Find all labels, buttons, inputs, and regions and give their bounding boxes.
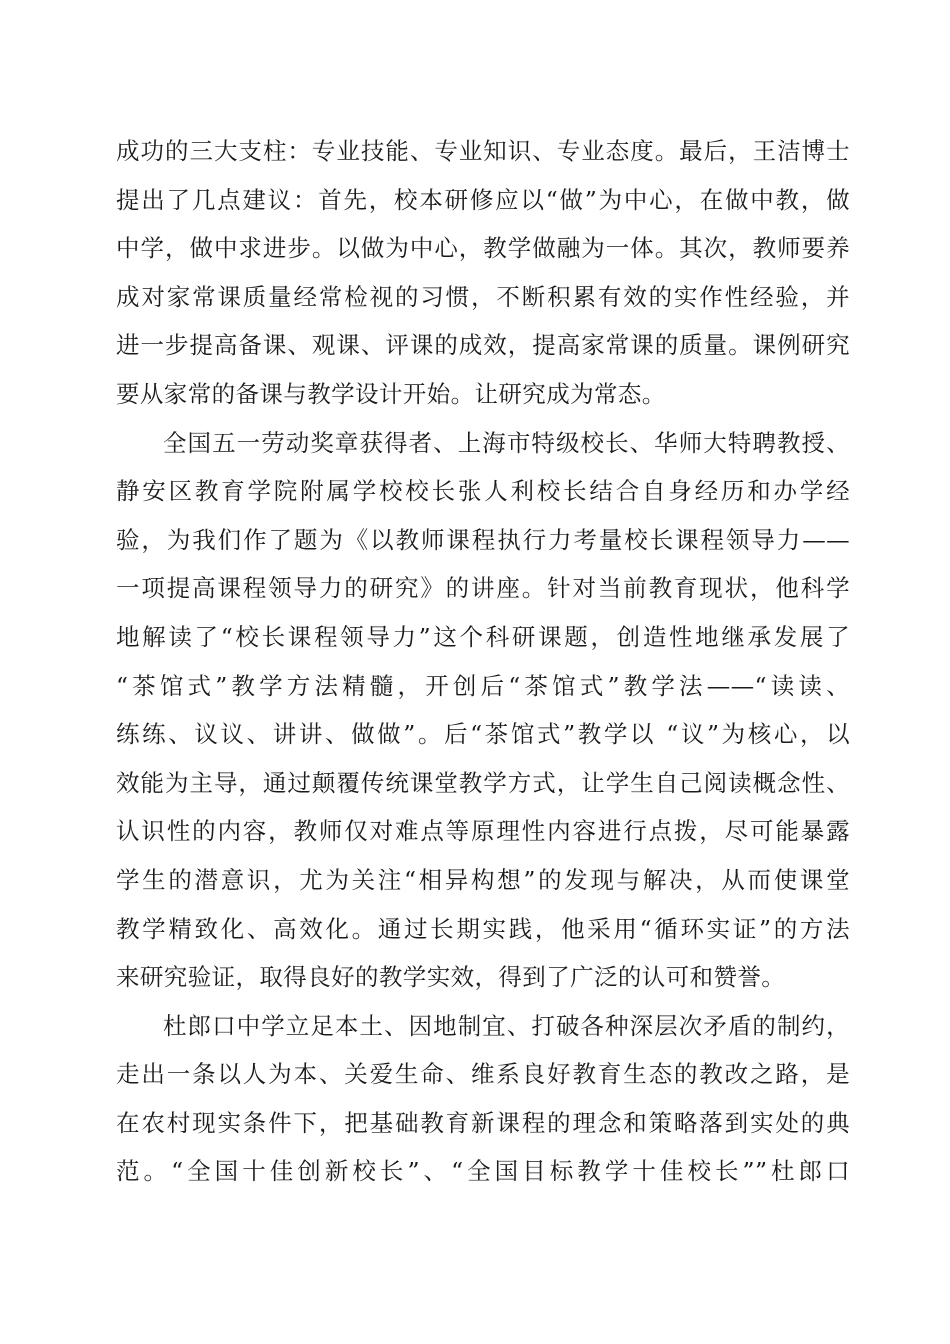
- paragraph-line: 学生的潜意识，尤为关注“相异构想”的发现与解决，从而使课堂: [116, 865, 850, 894]
- paragraph-line: 地解读了“校长课程领导力”这个科研课题，创造性地继承发展了: [116, 622, 850, 651]
- paragraph-3: [116, 1002, 850, 1196]
- paragraph-line: 验，为我们作了题为《以教师课程执行力考量校长课程领导力——: [116, 525, 850, 554]
- paragraph-line: 成功的三大支柱：专业技能、专业知识、专业态度。最后，王洁博士: [116, 137, 850, 165]
- paragraph-line: 效能为主导，通过颠覆传统课堂教学方式，让学生自己阅读概念性、: [116, 768, 850, 797]
- paragraph-line: “茶馆式”教学方法精髓，开创后“茶馆式”教学法——“读读、: [116, 671, 850, 700]
- document-body: [116, 127, 850, 1196]
- paragraph-line: 一项提高课程领导力的研究》的讲座。针对当前教育现状，他科学: [116, 574, 850, 603]
- paragraph-line: 中学，做中求进步。以做为中心，教学做融为一体。其次，教师要养: [116, 234, 850, 263]
- paragraph-line: 成对家常课质量经常检视的习惯，不断积累有效的实作性经验，并: [116, 282, 850, 311]
- paragraph-line: 走出一条以人为本、关爱生命、维系良好教育生态的教改之路，是: [116, 1060, 850, 1089]
- paragraph-line: 进一步提高备课、观课、评课的成效，提高家常课的质量。课例研究: [116, 331, 850, 360]
- paragraph-line: 在农村现实条件下，把基础教育新课程的理念和策略落到实处的典: [116, 1108, 850, 1137]
- paragraph-line: 全国五一劳动奖章获得者、上海市特级校长、华师大特聘教授、: [163, 428, 850, 457]
- paragraph-line: 范。“全国十佳创新校长”、“全国目标教学十佳校长””杜郎口: [116, 1157, 850, 1186]
- paragraph-line: 认识性的内容，教师仅对难点等原理性内容进行点拨，尽可能暴露: [116, 817, 850, 846]
- paragraph-line: 杜郎口中学立足本土、因地制宜、打破各种深层次矛盾的制约，: [163, 1011, 850, 1040]
- paragraph-line: 教学精致化、高效化。通过长期实践，他采用“循环实证”的方法: [116, 914, 850, 943]
- paragraph-2: [116, 419, 850, 1002]
- paragraph-line: 练练、议议、讲讲、做做”。后“茶馆式”教学以 “议”为核心，以: [116, 720, 850, 749]
- paragraph-line: 来研究验证，取得良好的教学实效，得到了广泛的认可和赞誉。: [116, 963, 786, 992]
- paragraph-line: 提出了几点建议：首先，校本研修应以“做”为中心，在做中教，做: [116, 185, 850, 214]
- paragraph-line: 要从家常的备课与教学设计开始。让研究成为常态。: [116, 379, 666, 408]
- paragraph-1: [116, 127, 850, 419]
- paragraph-line: 静安区教育学院附属学校校长张人利校长结合自身经历和办学经: [116, 477, 850, 506]
